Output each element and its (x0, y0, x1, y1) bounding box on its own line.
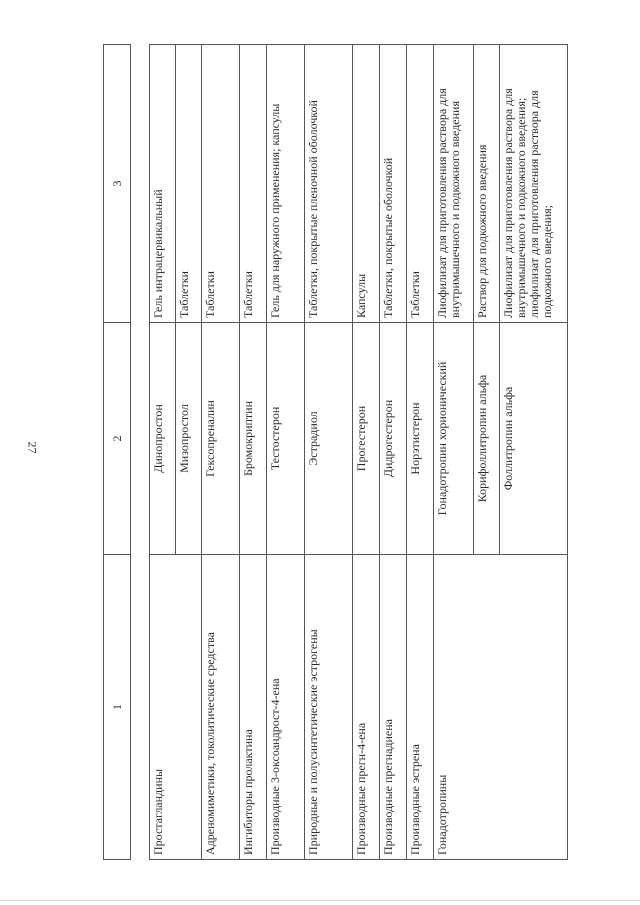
column-header-2: 2 (104, 323, 131, 555)
drug-name-cell: Прогестерон (353, 323, 380, 555)
table-row (353, 45, 380, 860)
column-header-1: 1 (104, 555, 131, 860)
table-row (202, 45, 240, 860)
dosage-form-cell: Лиофилизат для приготовления раствора для внутримышечного и подкожного введения (434, 45, 474, 323)
scan-edge-line (0, 900, 640, 901)
table-row (434, 45, 474, 860)
drug-name-cell: Динопростон (150, 323, 176, 555)
pharmacological-group-cell: Производные прегн-4-ена (353, 555, 380, 860)
drug-name-cell: Фоллитропин альфа (500, 323, 568, 555)
table-row (240, 45, 267, 860)
page-number: 27 (25, 441, 40, 454)
pharmacological-group-cell: Простагландины (150, 555, 202, 860)
table-row (305, 45, 353, 860)
drug-name-cell: Дидрогестерон (380, 323, 407, 555)
dosage-form-cell: Таблетки (240, 45, 267, 323)
dosage-form-cell: Таблетки, покрытые оболочкой (380, 45, 407, 323)
table-row (267, 45, 305, 860)
pharmacological-group-cell: Производные 3-оксоандрост-4-ена (267, 555, 305, 860)
drug-name-cell: Мизопростол (176, 323, 202, 555)
dosage-form-cell: Капсулы (353, 45, 380, 323)
dosage-form-cell: Гель для наружного применения; капсулы (267, 45, 305, 323)
dosage-form-cell: Гель интрацервикальный (150, 45, 176, 323)
rotated-table-container (103, 45, 554, 860)
dosage-form-cell: Таблетки, покрытые пленочной оболочкой (305, 45, 353, 323)
dosage-form-cell: Таблетки (176, 45, 202, 323)
pharmacological-group-cell: Гонадотропины (434, 555, 568, 860)
table-row (407, 45, 434, 860)
header-row (104, 45, 131, 860)
pharmacological-group-cell: Природные и полусинтетические эстрогены (305, 555, 353, 860)
column-header-3: 3 (104, 45, 131, 323)
pharmacological-group-cell: Ингибиторы пролактина (240, 555, 267, 860)
dosage-form-cell: Лиофилизат для приготовления раствора для внутримышечного и подкожного введения; лиофилизат для приготовления раствора для подкожного введения; (500, 45, 568, 323)
dosage-form-cell: Таблетки (202, 45, 240, 323)
drug-name-cell: Норэтистерон (407, 323, 434, 555)
drug-table (103, 44, 568, 860)
spacer-row (131, 45, 150, 860)
drug-name-cell: Гонадотропин хорионический (434, 323, 474, 555)
drug-name-cell: Тестостерон (267, 323, 305, 555)
drug-name-cell: Бромокриптин (240, 323, 267, 555)
pharmacological-group-cell: Производные прегнадиена (380, 555, 407, 860)
table-row (380, 45, 407, 860)
pharmacological-group-cell: Адреномиметики, токолитические средства (202, 555, 240, 860)
drug-name-cell: Эстрадиол (305, 323, 353, 555)
table-row (150, 45, 176, 860)
drug-name-cell: Корифоллитропин альфа (474, 323, 500, 555)
dosage-form-cell: Таблетки (407, 45, 434, 323)
drug-name-cell: Гексопреналин (202, 323, 240, 555)
dosage-form-cell: Раствор для подкожного введения (474, 45, 500, 323)
pharmacological-group-cell: Производные эстрена (407, 555, 434, 860)
